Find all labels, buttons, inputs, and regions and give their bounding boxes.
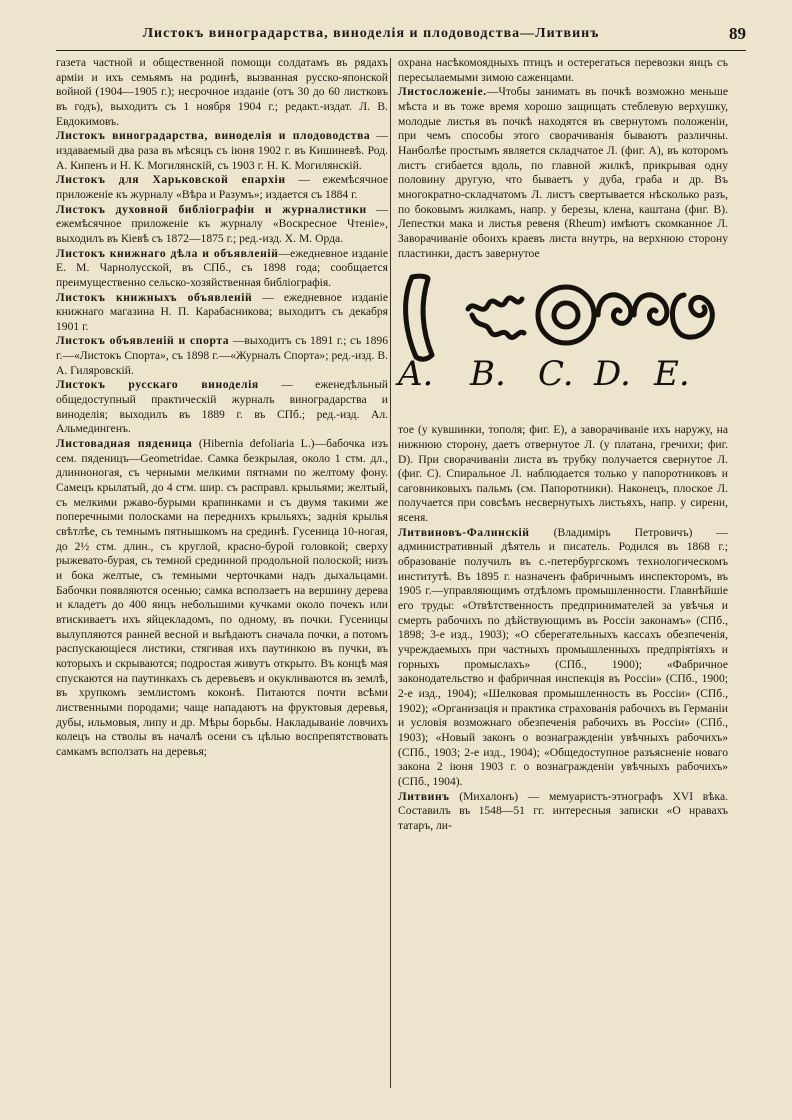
entry-heading: Листокъ объявленій и спорта [56, 334, 230, 348]
entry-paragraph [398, 423, 728, 526]
entry-text: (Владиміръ Петровичъ) — административный дѣятель и писатель. Родился въ 1868 г.; образованіе получилъ въ с.-петербургскомъ технологическомъ институтѣ. Въ 1895 г. назначенъ фабричнымъ инспекторомъ, въ 1905 г.—управляющимъ отдѣломъ промышленности. Главнѣйшіе его труды: «Отвѣтственность предпринимателей за увѣчья и смерть рабочихъ по дѣйствующимъ въ Россіи законамъ» (СПб., 1898; 3-е изд., 1903); «О сберегательныхъ кассахъ обезпеченія, учреждаемыхъ при частныхъ промышленныхъ предпріятіяхъ и горныхъ промыслахъ» (СПб., 1900); «Фабричное законодательство и фабричная инспекція въ Россіи» (СПб., 1900; 2-е изд., 1904); «Шелковая промышленность въ Россіи» (СПб., 1902); «Организація и практика страхованія рабочихъ въ Германіи и условія возможнаго обезпеченія рабочихъ въ Россіи» (СПб., 1903); «Новый законъ о вознагражденіи увѣчныхъ рабочихъ» (СПб., 1903; 2-е изд., 1904); «Общедоступное разъясненіе новаго закона 2 іюня 1903 г. о вознагражденіи увѣчныхъ рабочихъ» (СПб., 1904). [398, 525, 728, 788]
revolute-leaf-shape [598, 295, 667, 324]
entry-text: — ежемѣсячное приложеніе къ журналу «Воскресное Чтеніе», выходилъ въ Кіевѣ съ 1872—1875 г.; ред.-изд. Х. М. Орда. [56, 202, 388, 245]
column-divider [390, 58, 391, 1088]
entry-heading: Листокъ книжныхъ объявленій [56, 290, 253, 304]
entry-heading: Литвинъ [398, 789, 450, 803]
running-title: Листокъ виноградарства, виноделія и плодоводства—Литвинъ [142, 26, 600, 41]
entry-text: — еженедѣльный общедоступный практическій журналъ виноградарства и виноделія; выходилъ въ 1889 г. въ СПб.; ред.-изд. Ал. Альмедингенъ. [56, 378, 388, 436]
entry-paragraph [56, 56, 388, 129]
entry-heading: Листокъ виноградарства, виноделія и плодоводства [56, 129, 371, 143]
entry-paragraph [56, 334, 388, 378]
entry-paragraph [398, 526, 728, 790]
entry-text: —ежедневное изданіе Е. М. Чарнолусской, въ СПб., съ 1898 года; сообщается преимущественно сельско-хозяйственная библіографія. [56, 246, 388, 289]
entry-paragraph [56, 173, 388, 202]
entry-heading: Листокъ русскаго виноделія [56, 378, 259, 392]
figure-label-d: D. [594, 354, 631, 395]
left-column [56, 56, 388, 760]
folded-leaf-shape [406, 276, 432, 359]
page-header [56, 26, 746, 56]
entry-text: (Hibernia defoliaria L.)—бабочка изъ сем. пяденицъ—Geometridae. Самка безкрылая, около 1 стм. дл., длинноногая, съ черными мелкими пятнами по желтому фону. Самецъ крылатый, до 4 стм. шир. съ расправл. крыльями; желтый, съ мелкими ржаво-бурыми крапинками и съ двумя такими же поперечными полосками на переднихъ крыльяхъ; заднія крылья свѣтлѣе, съ темнымъ пятнышкомъ на срединѣ. Гусеница 10-ногая, до 2½ стм. длин., съ круглой, красно-бурой головкой; сверху рыжевато-бурая, съ темной срединной продольной полоской; низъ и бока желтые, съ темными черточками надъ дыхальцами. Бабочки появляются осенью; самка всползаетъ на вершину дерева и кладетъ до 400 яицъ небольшими кучками около почекъ или втискиваетъ ихъ яйцекладомъ, по одному, въ почки. Гусеницы вылупляются ранней весной и выѣдаютъ сначала почки, а потомъ распускающіеся листики, стягивая ихъ паутинкою въ пучки, въ которыхъ и скрываются; подростая живутъ открыто. Въ концѣ мая спускаются на паутинкахъ съ деревьевъ и окукливаются въ землѣ, въ хрупкомъ землистомъ коконѣ. Питаются почти всѣми лиственными породами; чаще нападаютъ на фруктовыя деревья, дубы, ильмовыя, липу и др. Мѣры борьбы. Накладываніе ловчихъ колецъ на стволы въ началѣ осени съ цѣлью воспрепятствовать самкамъ всползать на деревья; [56, 437, 388, 758]
entry-paragraph [56, 247, 388, 291]
plicate-leaf-shape [468, 298, 524, 338]
figure-label-a: A. [398, 354, 434, 395]
entry-paragraph [56, 129, 388, 173]
entry-heading: Литвиновъ-Фалинскій [398, 525, 530, 539]
entry-paragraph [56, 291, 388, 335]
entry-heading: Листокъ книжнаго дѣла и объявленій [56, 246, 279, 260]
entry-text: —Чтобы занимать въ почкѣ возможно меньше мѣста и въ тоже время хорошо защищать стеблевую верхушку, молодые листья въ почкѣ находятся въ свернутомъ положеніи, при чемъ способы этого сворачиванія бываютъ различны. Наиболѣе простымъ является складчатое Л. (фиг. A), въ которомъ листъ сгибается вдоль, по главной жилкѣ, прикрывая одну половину другую, что бываетъ у дуба, граба и др. Въ многократно-складчатомъ Л. листъ свертывается нѣсколько разъ, по боковымъ жилкамъ, напр. у березы, клена, каштана (фиг. B). Лепестки мака и листья ревеня (Rheum) имѣютъ скомканное Л. Заворачиваніе обоихъ краевъ листа внутрь, на верхнюю сторону пластинки, дастъ завернутое [398, 85, 728, 260]
convolute-leaf-outer [538, 287, 594, 343]
entry-text: — издаваемый два раза въ мѣсяцъ съ іюня 1902 г. въ Кишиневѣ. Род. А. Кипенъ и Н. К. Могилянскій, съ 1903 г. Н. К. Могилянскій. [56, 129, 389, 172]
entry-text: охрана насѣкомоядныхъ птицъ и остерегаться перевозки яицъ съ пересылаемыми зимою саженцами. [398, 56, 728, 84]
entry-text: —выходитъ съ 1891 г.; съ 1896 г.—«Листокъ Спорта», съ 1898 г.—«Журналъ Спорта»; ред.-изд. В. А. Гиляровскій. [56, 334, 388, 377]
figure-label-b: B. [470, 354, 506, 395]
entry-paragraph [56, 378, 388, 437]
right-column [398, 56, 728, 834]
figure-label-e: E. [654, 354, 690, 395]
entry-paragraph [398, 56, 728, 85]
entry-heading: Листокъ духовной библіографіи и журналистики [56, 202, 367, 216]
entry-paragraph [56, 437, 388, 759]
leaf-vernation-figure [398, 269, 728, 419]
entry-heading: Листовадная пяденица [56, 437, 193, 451]
page-number: 89 [729, 24, 746, 43]
header-rule [56, 50, 746, 51]
convolute-leaf-inner [554, 303, 578, 327]
entry-paragraph [398, 85, 728, 261]
entry-text: газета частной и общественной помощи солдатамъ въ рядахъ арміи и ихъ семьямъ на родинѣ, вызванная русско-японской войной (1904—1905 г.); несрочное изданіе (отъ 30 до 60 листковъ въ годъ), выходитъ съ 1 ноября 1904 г.; редакт.-издат. Л. В. Евдокимовъ. [56, 56, 388, 128]
entry-heading: Листосложеніе. [398, 85, 487, 99]
entry-paragraph [56, 203, 388, 247]
entry-text: — ежедневное изданіе книжнаго магазина Н. П. Карабасникова; выходитъ съ декабря 1901 г. [56, 290, 388, 333]
involute-leaf-shape [672, 295, 712, 337]
entry-text: — ежемѣсячное приложеніе къ журналу «Вѣра и Разумъ»; издается съ 1884 г. [56, 173, 388, 201]
figure-label-c: C. [538, 354, 574, 395]
entry-text: (Михалонъ) — мемуаристъ-этнографъ XVI вѣка. Составилъ въ 1548—51 гг. интересныя записки «О нравахъ татаръ, ли- [398, 789, 728, 832]
entry-text: тое (у кувшинки, тополя; фиг. E), а заворачиваніе ихъ наружу, на нижнюю сторону, даетъ отвернутое Л. (у платана, гречихи; фиг. D). При сворачиваніи листа въ трубку получается свернутое Л. (фиг. C). Спиральное Л. наблюдается только у папоротниковъ и саговниковыхъ пальмъ (см. Папоротники). Наконецъ, плоское Л. получается при совсѣмъ несвернутыхъ листьяхъ, напр. у сирени, ясеня. [398, 423, 728, 525]
entry-paragraph [398, 790, 728, 834]
entry-heading: Листокъ для Харьковской епархіи [56, 173, 286, 187]
